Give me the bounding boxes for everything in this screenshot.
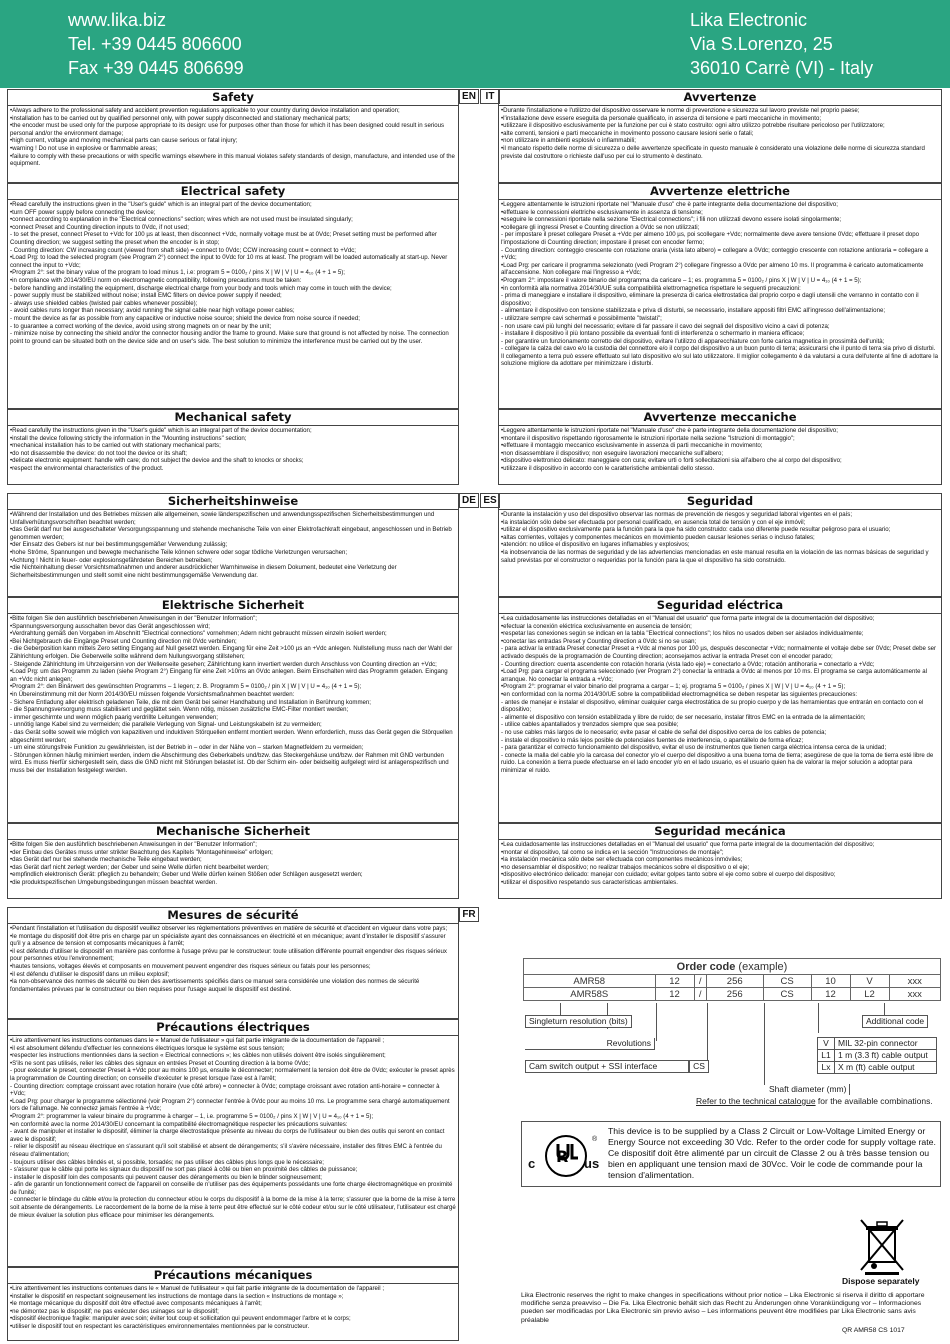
bullet-item: - mount the device as far as possible from any capacitive or inductive noise source; shield the device from noise source if needed;	[10, 314, 360, 322]
bullet-item: •turn OFF power supply before connecting the device;	[10, 208, 156, 216]
section-title: Seguridad mecánica	[499, 824, 941, 840]
bullet-item: •Bei Nichtgebrauch die Eingänge Preset und Counting direction mit 0Vdc verbinden;	[10, 637, 237, 645]
order-cell: 12	[811, 988, 850, 1001]
bullet-item: •Load Prg: um das Programm zu laden (siehe Program 2°) Eingang für eine Zeit >10ms an 0Vdc anlegen. Beim Einschalten wird das Programm geladen. Eingang an +Vdc nicht anlegen;	[10, 668, 448, 683]
section-title: Seguridad	[499, 494, 941, 510]
bullet-item: - no use cables más largos de lo necesario; evite pasar el cable de señal del dispositivo cerca de los cables de potencia;	[501, 728, 827, 736]
section-title: Précautions mécaniques	[8, 1268, 458, 1284]
bullet-item: - Counting direction: CW increasing count (viewed from shaft side) = connect to 0Vdc; CCW increasing count = connect to +Vdc;	[10, 246, 356, 254]
bullet-item: •connect according to explanation in the "Electrical connections" section; wires which are not used must be insulated singularly;	[10, 216, 353, 224]
bullet-item: •die produktspezifischen Umgebungsbedingungen müssen beachtet werden.	[10, 878, 218, 886]
bullet-item: •utilizzare il dispositivo in accordo con le caratteristiche ambientali dello stesso.	[501, 464, 715, 472]
bullet-item: - minimize noise by connecting the shield and/or the connector housing and/or the frame to ground. Make sure that ground is not affected by noise. The connection point to ground can be situated both on the device side and on user's side. The best solution to minimize the interference must be carried out by the user.	[10, 330, 449, 345]
order-cell: 12	[655, 975, 694, 988]
connector-line	[884, 1003, 885, 1015]
bullet-item: •Load Prg: per caricare il programma selezionato (vedi Program 2°) collegare l'ingresso a 0Vdc per almeno 10 ms. Il programma è caricato automaticamente all'accensione. Non collegare mai l'ingresso a +Vdc;	[501, 261, 924, 277]
bullet-item: - Sichere Entladung aller elektrisch geladenen Teile, die mit dem Gerät bei seiner Handhabung und Installation in Berührung kommen;	[10, 698, 371, 706]
section-title: Mechanical safety	[8, 410, 458, 426]
bullet-item: •S'ils ne sont pas utilisés, relier les câbles des signaux en entrées Preset et Counting direction à la borne 0Vdc;	[10, 1059, 311, 1067]
section-title: Sicherheitshinweise	[8, 494, 458, 510]
lang-tag-de: DE	[459, 493, 479, 508]
singleturn-label: Singleturn resolution (bits)	[525, 1015, 632, 1028]
bullet-item: •delicate electronic equipment: handle with care; do not subject the device and the shaft to knocks or shocks;	[10, 457, 304, 465]
es-mechanical-section	[498, 823, 942, 899]
bullet-item: •respect the environmental characteristics of the product.	[10, 464, 164, 472]
bullet-item: - Steigende Zählrichtung im Uhrzeigersinn von der Wellenseite gesehen; Zählrichtung kann invertiert werden durch Anschluss von Counting direction an +Vdc;	[10, 660, 437, 668]
bullet-item: - Counting direction: cuenta ascendente con rotación horaria (vista lado eje) = conectarlo a 0Vdc; rotación antihoraria = conectarlo a +Vdc;	[501, 660, 875, 668]
bullet-item: •dispositif électronique fragile: manipuler avec soin; éviter tout coup et sollicitation qui peuvent endommager l'arbre et le corps;	[10, 1315, 351, 1323]
bullet-item: - conecte la malla del cable y/o la carcasa del conector y/o el cuerpo del dispositivo a una buena toma de tierra; asegúrese de que la toma de tierra esté libre de ruido. La conexión a tierra puede efectuarse en el lado encoder y/o en el lado usuario, es el usuario quien ha de valorar la mejor solución a adoptar para minimizar el ruido.	[501, 751, 934, 774]
section-body	[499, 510, 941, 565]
bullet-item: •Load Prg: pour charger le programme sélectionné (voir Program 2°) connecter l'entrée à 0Vdc pour au moins 10 ms. Le programme sera chargé automatiquement lors de l'allumage. Ne connectez jamais l'entrée à +Vdc;	[10, 1097, 450, 1113]
refer-note	[696, 1096, 933, 1106]
order-code-title	[524, 959, 941, 975]
connection-code: V	[817, 1037, 835, 1050]
bullet-item: - alimentare il dispositivo con tensione stabilizzata e priva di disturbi, se necessario, installare appositi filtri EMC all'ingresso dell'alimentazione;	[501, 307, 886, 315]
bullet-item: •Lire attentivement les instructions contenues dans le « Manuel de l'utilisateur » qui fait partie intégrante de la documentation de l'appareil ;	[10, 1285, 385, 1292]
section-body	[8, 426, 458, 474]
connection-option	[817, 1050, 937, 1062]
bullet-item: •Program 2°: impostare il valore binario del programma da caricare – 1; es. programma 5 = 0100₂ / pins X | W | V | U = 4₁₀ (4 + 1 = 5);	[501, 276, 862, 284]
bullet-item: - afin de garantir un fonctionnement correct de l'appareil on conseille de n'utiliser pas des équipements possédants une forte charge électromagnétique en proximité de l'unité;	[10, 1181, 453, 1196]
ul-us-mark: us	[584, 1156, 600, 1171]
connection-code: L1	[817, 1050, 835, 1062]
order-title-text: Order code	[676, 960, 736, 973]
bullet-item: •das Gerät darf nur bei ausgeschalteter Versorgungsspannung und stehende mechanische Teile von einer Elektrofachkraft eingebaut, angeschlossen und in Betrieb genommen werden;	[10, 526, 452, 541]
bullet-item: - para garantizar el correcto funcionamiento del dispositivo, evitar el uso de instrumentos que tienen carga eléctrica intensa cerca de la unidad;	[501, 744, 887, 752]
section-title: Mechanische Sicherheit	[8, 824, 458, 840]
bullet-item: •respetar las conexiones según se indican en la tabla "Electrical connections"; los hilos no usados deben ser aislados individualmente;	[501, 630, 864, 638]
section-body	[8, 840, 458, 888]
bullet-item: •collegare gli ingressi Preset e Counting direction a 0Vdc se non utilizzati;	[501, 223, 700, 231]
footer-disclaimer: Lika Electronic reserves the right to make changes in specifications without prior notice – Lika Electronic si riserva il diritto di apportare modifiche senza preavviso – Die Fa. Lika Electronic behält sich das Recht zu Änderungen ohne Vorankündigung vor – Informaciones pueden ser modificadas por Lika Electronic sin previo aviso – Les informations peuvent être modifiées par Lika Electronic sans avis préalable	[521, 1292, 925, 1324]
bullet-item: •Load Prg: para cargar el programa seleccionado (ver Program 2°) conectar la entrada a 0Vdc al menos por 10 ms. El programa se carga automáticamente al arranque. No conectar la entrada a +Vdc;	[501, 668, 927, 683]
it-electrical-section	[498, 183, 942, 409]
bullet-item: - um eine störungsfreie Funktion zu gewährleisten, ist der Betrieb in – oder in der Nähe von – starken Magnetfeldern zu vermeiden;	[10, 744, 364, 752]
bullet-item: •no desensamblar el dispositivo; no realizar trabajos mecánicos sobre el dispositivo o el eje;	[501, 863, 750, 871]
bullet-item: •der Einsatz des Gebers ist nur bei bestimmungsgemäßer Verwendung zulässig;	[10, 541, 228, 549]
bullet-item: •Lea cuidadosamente las instrucciones detalladas en el "Manual del usuario" que forma parte integral de la documentación del dispositivo;	[501, 615, 875, 622]
svg-text:R: R	[556, 1147, 569, 1166]
connection-text: X m (ft) cable output	[835, 1062, 937, 1074]
bullet-item: - alimente el dispositivo con tensión estabilizada y libre de ruido; de ser necesario, instalar filtros EMC en la entrada de la alimentación;	[501, 713, 866, 721]
bullet-item: •warning ! Do not use in explosive or flammable areas;	[10, 144, 158, 152]
bullet-item: •Program 2°: programar el valor binario del programa a cargar – 1; ej. programa 5 = 0100₂ / pines X | W | V | U = 4₁₀ (4 + 1 = 5);	[501, 683, 846, 691]
bullet-item: - relier le dispositif au réseau électrique en s'assurant qu'il soit stabilisé et absent de dérangements; s'il s'avère nécessaire, installer des filtres EMC à l'entrée du réseau d'alimentation;	[10, 1143, 442, 1158]
ul-registered-mark: ®	[592, 1136, 598, 1143]
section-body	[8, 510, 458, 580]
order-title-suffix: (example)	[738, 960, 788, 973]
bullet-item: - installare il dispositivo il più lontano possibile da eventuali fonti di interferenza o schermarlo in maniera efficace;	[501, 330, 805, 338]
bullet-item: •in Übereinstimmung mit der Norm 2014/30/EU müssen folgende Vorsichtsmaßnahmen beachtet werden:	[10, 690, 295, 698]
order-cell: 10	[811, 975, 850, 988]
bullet-item: - to set the preset, connect Preset to +Vdc for 100 µs at least, then disconnect +Vdc, normally voltage must be at 0Vdc; Preset setting must be performed after Counting direction; we suggest setting the preset when the encoder is in stop;	[10, 231, 437, 246]
bullet-item: - immer geschirmte und wenn möglich paarig verdrillte Leitungen verwenden;	[10, 713, 218, 721]
bullet-item: •die Nichteinhaltung dieser Vorsichtsmaßnahmen und anderer ausdrücklicher Warnhinweise in diesem Dokument, bedeutet eine Verletzung der Sicherheitsbestimmungen und stellt somit eine nicht bestimmungsgemäße Verwendung dar.	[10, 564, 397, 579]
bullet-item: •Achtung ! Nicht in feuer- oder explosionsgefährdeten Bereichen betreiben;	[10, 556, 213, 564]
bullet-item: •en conformité avec la norme 2014/30/EU concernant la compatibilité électromagnétique respecter les précautions suivantes:	[10, 1120, 348, 1128]
weee-bin-icon	[857, 1216, 907, 1276]
certification-text: This device is to be supplied by a Class 2 Circuit or Low-Voltage Limited Energy or Energy Source not exceeding 30 Vdc. Refer to the order code for supply voltage rate. Ce dispositif doit être alimenté par un circuit de Classe 2 ou à très basse tension ou bien en appliquant une tension maxi de 30Vcc. Voir le code de commande pour la tension d'alimentation.	[608, 1126, 936, 1180]
order-cell: 256	[706, 988, 763, 1001]
section-body	[8, 1284, 458, 1332]
contact-block	[68, 8, 244, 80]
es-electrical-section	[498, 597, 942, 823]
section-title: Avvertenze meccaniche	[499, 410, 941, 426]
bullet-item: •connect Preset and Counting direction inputs to 0Vdc, if not used;	[10, 223, 189, 231]
order-cell: 256	[706, 975, 763, 988]
ul-certification-box	[521, 1121, 941, 1187]
bullet-item: - utilizzare sempre cavi schermati e possibilmente "twistati";	[501, 314, 662, 322]
lang-tag-es: ES	[480, 493, 500, 508]
connection-text: 1 m (3.3 ft) cable output	[835, 1050, 937, 1062]
bullet-item: •Program 2°: programmer la valeur binaire du programme à charger – 1, i.e. programme 5 = 0100₂ / pins X | W | V | U = 4₁₀ (4 + 1 = 5);	[10, 1112, 374, 1120]
bullet-item: - para activar la entrada Preset conectar Preset a +Vdc al menos por 100 µs, después desconectar +Vdc; normalmente el voltaje debe ser 0Vdc; Preset debe ser activado después de la programación de Counting direction; aconsejamos activar la entrada Preset con el encoder parado;	[501, 645, 937, 660]
bullet-item: •do not disassemble the device: do not tool the device or its shaft;	[10, 449, 187, 457]
bullet-item: •en conformidad con la norma 2014/30/UE sobre la compatibilidad electromagnética se deben respetar las siguientes precauciones:	[501, 690, 858, 698]
cam-switch-label: Cam switch output + SSI interface	[525, 1060, 689, 1073]
company-name: Lika Electronic	[690, 10, 808, 30]
section-body	[8, 200, 458, 346]
bullet-item: •effettuare il montaggio meccanico esclusivamente in assenza di parti meccaniche in movimento;	[501, 442, 763, 450]
document-code: QR AMR58 CS 1017	[842, 1327, 905, 1334]
connection-code: Lx	[817, 1062, 835, 1074]
bullet-item: •Bitte folgen Sie den ausführlich beschriebenen Anweisungen in der "Benutzer Information";	[10, 841, 257, 848]
section-body	[8, 614, 458, 775]
order-cell: L2	[850, 988, 889, 1001]
lang-tag-fr: FR	[459, 907, 479, 922]
order-code-table	[523, 958, 941, 1001]
section-body	[499, 614, 941, 775]
order-cell: 12	[655, 988, 694, 1001]
bullet-item: - die Spannungsversorgung muss stabilisiert und geglättet sein. Wenn nötig, müssen zusätzliche EMC-Filter montiert werden;	[10, 706, 349, 714]
bullet-item: •il est absolument défendu d'effectuer les connexions électriques lorsque le système est sous tension;	[10, 1044, 285, 1052]
connector-line	[560, 1003, 561, 1015]
bullet-item: •in compliance with 2014/30/EU norm on electromagnetic compatibility, following precautions must be taken:	[10, 276, 302, 284]
header-bar	[0, 0, 950, 88]
bullet-item: •installation has to be carried out by qualified personnel only, with power supply disconnected and stationary mechanical parts;	[10, 114, 351, 122]
bullet-item: •la inobservancia de las normas de seguridad y de las advertencias mencionadas en este manual resulta en la violación de las normas básicas de seguridad y salud previstas por el constructor o requeridas por la función para la que el dispositivo ha sido construido.	[501, 548, 929, 564]
bullet-item: •la instalación mecánica sólo debe ser efectuada con componentes mecánicos inmóviles;	[501, 856, 743, 864]
ul-c-mark: c	[528, 1156, 536, 1171]
bullet-item: •Program 2°: set the binary value of the program to load minus 1, i.e: program 5 = 0100₂ / pins X | W | V | U = 4₁₀ (4 + 1 = 5);	[10, 269, 345, 277]
dispose-label: Dispose separately	[842, 1276, 920, 1286]
bullet-item: •in conformità alla normativa 2014/30/UE sulla compatibilità elettromagnetica rispettare le seguenti precauzioni:	[501, 284, 801, 292]
order-cell: V	[850, 975, 889, 988]
de-safety-section	[7, 493, 459, 597]
bullet-item: - collegare la calza del cavo e/o la custodia del connettore e/o il corpo del dispositivo a un buon punto di terra; assicurarsi che il punto di terra sia privo di disturbi. Il collegamento a terra può essere effettuato sul lato dispositivo e/o sul lato utilizzatore. Il miglior collegamento è da valutarsi a cura dell'utente al fine di adottare la soluzione migliore da adottare per minimizzare i disturbi.	[501, 345, 939, 368]
bullet-item: - toujours utiliser des câbles blindés et, si possible, torsadés; ne pas utiliser des câbles plus longs que le nécessaire;	[10, 1158, 324, 1166]
section-title: Elektrische Sicherheit	[8, 598, 458, 614]
bullet-item: - instale el dispositivo lo más lejos posible de potenciales fuentes de interferencia, o apantállelo de forma eficaz;	[501, 736, 804, 744]
bullet-item: •Spannungsversorgung ausschalten bevor das Gerät angeschlossen wird;	[10, 622, 210, 630]
revolutions-label: Revolutions	[525, 1038, 655, 1050]
connector-line	[707, 1003, 708, 1061]
order-cell: /	[694, 975, 706, 988]
bullet-item: •Lire attentivement les instructions contenues dans le « Manuel de l'utilisateur » qui fait partie intégrante de la documentation de l'appareil ;	[10, 1037, 385, 1044]
bullet-item: - antes de manejar e instalar el dispositivo, eliminar cualquier carga electrostática de su propio cuerpo y de las herramientas que entrarán en contacto con el dispositivo;	[501, 698, 924, 714]
order-cell: /	[694, 988, 706, 1001]
section-title: Electrical safety	[8, 184, 458, 200]
bullet-item: - avoid cables runs longer than necessary; avoid running the signal cable near high voltage power cables;	[10, 307, 295, 315]
en-electrical-section	[7, 183, 459, 409]
order-row	[524, 975, 941, 988]
bullet-item: •Read carefully the instructions given in the "User's guide" which is an integral part of the device documentation;	[10, 427, 312, 434]
bullet-item: - Counting direction: conteggio crescente con rotazione oraria (vista lato albero) = collegare a 0Vdc; conteggio crescente con rotazione antioraria = collegare a +Vdc;	[501, 246, 929, 262]
bullet-item: •the encoder must be used only for the purpose appropriate to its design: use for purposes other than those for which it has been designed could result in serious personal and/or the environment damage;	[10, 122, 445, 137]
bullet-item: •der Einbau des Gerätes muss unter strikter Beachtung des Kapitels "Montagehinweise" erfolgen;	[10, 848, 273, 856]
connection-option	[817, 1062, 937, 1074]
order-cell: xxx	[889, 975, 940, 988]
additional-code-label: Additional code	[862, 1015, 928, 1028]
bullet-item: •Always adhere to the professional safety and accident prevention regulations applicable to your country during device installation and operation;	[10, 107, 400, 114]
it-mechanical-section	[498, 409, 942, 485]
bullet-item: •hohe Ströme, Spannungen und bewegte mechanische Teile können schwere oder sogar tödliche Verletzungen verursachen;	[10, 548, 348, 556]
bullet-item: - die Geberposition kann mittels Zero setting Eingang auf Null gesetzt werden. Eingang für eine Zeit >100 µs an +Vdc anlegen. Nullstellung muss nach der Wahl der Zählrichtung erfolgen. Die Geberwelle sollte während dem Nullungsvorgang stillstehen;	[10, 645, 453, 660]
section-body	[499, 200, 941, 369]
fr-mechanical-section	[7, 1267, 459, 1341]
bullet-item: •ne démontez pas le dispositif; ne pas exécuter des usinages sur le dispositif;	[10, 1307, 219, 1315]
bullet-item: •failure to comply with these precautions or with specific warnings elsewhere in this manual violates safety standards of design, manufacture, and intended use of the equipment.	[10, 152, 455, 168]
bullet-item: •montar el dispositivo, tal como se indica en la sección "Instrucciones de montaje";	[501, 848, 724, 856]
city-text: 36010 Carrè (VI) - Italy	[690, 58, 874, 78]
bullet-item: •installer le dispositif en respectant soigneusement les instructions de montage dans la section « Instructions de montage »;	[10, 1292, 344, 1300]
bullet-item: •Lea cuidadosamente las instrucciones detalladas en el "Manual del usuario" que forma parte integral de la documentación del dispositivo;	[501, 841, 875, 848]
bullet-item: - power supply must be stabilized without noise; install EMC filters on device power supply if needed;	[10, 292, 282, 300]
bullet-item: •Durante la instalación y uso del dispositivo observar las normas de prevención de riesgos y seguridad laboral vigentes en el país;	[501, 511, 853, 518]
section-body	[499, 840, 941, 888]
bullet-item: •das Gerät darf nur bei stehende mechanische Teile eingebaut werden;	[10, 856, 202, 864]
bullet-item: •il mancato rispetto delle norme di sicurezza o delle avvertenze specificate in questo manuale è considerato una violazione delle norme di sicurezza standard previste dal costruttore o richieste dall'uso per cui lo strumento è destinato.	[501, 144, 925, 160]
bullet-item: - always use shielded cables (twisted pair cables whenever possible);	[10, 299, 198, 307]
bullet-item: •conectar las entradas Preset y Counting direction a 0Vdc si no se usan;	[501, 637, 697, 645]
bullet-item: - utilice cables apantallados y trenzados siempre que sea posible;	[501, 721, 679, 729]
address-block	[690, 8, 873, 80]
bullet-item: •install the device following strictly the information in the "Mounting instructions" section;	[10, 434, 247, 442]
bullet-item: - Störungen können häufig minimiert werden, indem die Abschirmung des Geberkabels und/bzw. das Steckergehäuse und/bzw. der Rahmen mit GND verbunden wird. Es muss hierfür sichergestellt sein, dass die GND nicht mit Störungen belastet ist. Ob der Schirm ein- oder beidseitig aufgelegt wird ist anlagenspezifisch und muss bei der Installation festgelegt werden.	[10, 751, 449, 774]
section-body	[8, 106, 458, 169]
connector-line	[818, 1003, 819, 1033]
de-electrical-section	[7, 597, 459, 823]
bullet-item: •montare il dispositivo rispettando rigorosamente le istruzioni riportate nella sezione "Istruzioni di montaggio";	[501, 434, 795, 442]
refer-rest: for the available combinations.	[815, 1096, 933, 1106]
street-text: Via S.Lorenzo, 25	[690, 34, 833, 54]
bullet-item: •Leggere attentamente le istruzioni riportate nel "Manuale d'uso" che è parte integrante della documentazione del dispositivo;	[501, 201, 838, 208]
bullet-item: - Counting direction: comptage croissant avec rotation horaire (vue côté arbre) = connecter à 0Vdc; comptage croissant avec rotation anti-horaire = connecter à +Vdc;	[10, 1082, 440, 1098]
it-safety-section	[498, 89, 942, 183]
order-cell: CS	[763, 975, 811, 988]
website-text[interactable]: www.lika.biz	[68, 10, 167, 30]
bullet-item: •dispositivo electrónico delicado: manejar con cuidado; evitar golpes tanto sobre el eje como sobre el cuerpo del dispositivo;	[501, 871, 836, 879]
order-cell: xxx	[889, 988, 940, 1001]
bullet-item: •efectuar la conexión eléctrica exclusivamente en ausencia de tensión;	[501, 622, 692, 630]
order-cell: AMR58	[524, 975, 656, 988]
bullet-item: •Während der Installation und des Betriebes müssen alle allgemeinen, sowie länderspezifischen und anwendungsspezifischen Sicherheitsbestimmungen und Unfallverhütungsvorschriften beachtet werden;	[10, 511, 435, 526]
bullet-item: •Verdrahtung gemäß den Vorgaben im Abschnitt "Electrical connections" vornehmen; Adern nicht gebraucht müssen einzeln isoliert werden;	[10, 630, 387, 638]
bullet-item: •Load Prg: to load the selected program (see Program 2°) connect the input to 0Vdc for 10 ms at least. The program will be loaded automatically at start-up. Never connect the input to +Vdc;	[10, 254, 448, 269]
bullet-item: •empfindlich elektronisch Gerät: pfleglich zu behandeln; Geber und Welle dürfen keinen Stößen oder Schlägen ausgesetzt werden;	[10, 871, 363, 879]
bullet-item: •la non-observance des normes de sécurité ou bien des avertissements spécifiés dans ce manuel sera considérée une violation des normes de sécurité fondamentales prévues par le constructeur ou bien requises pour l'usage auquel le dispositif est destiné.	[10, 978, 420, 993]
bullet-item: •la instalación sólo debe ser efectuada por personal cualificado, en ausencia total de tensión y con el eje inmóvil;	[501, 518, 806, 526]
bullet-item: - before handling and installing the equipment, discharge electrical charge from your body and tools which may come in touch with the device;	[10, 284, 392, 292]
bullet-item: •high current, voltage and moving mechanical parts can cause serious or fatal injury;	[10, 137, 238, 145]
section-title: Mesures de sécurité	[8, 908, 458, 924]
order-cell: CS	[763, 988, 811, 1001]
technical-catalogue-link[interactable]: Refer to the technical catalogue	[696, 1096, 816, 1106]
bullet-item: •dispositivo elettronico delicato: maneggiare con cura; evitare urti o forti sollecitazioni sia all'albero che al corpo del dispositivo;	[501, 457, 842, 465]
bullet-item: •l'installazione deve essere eseguita da personale qualificato, in assenza di tensione e parti meccaniche in movimento;	[501, 114, 822, 122]
fr-safety-section	[7, 907, 459, 1019]
bullet-item: •effettuare le connessioni elettriche esclusivamente in assenza di tensione;	[501, 208, 703, 216]
order-row	[524, 988, 941, 1001]
bullet-item: •atención: no utilice el dispositivo en lugares inflamables y explosivos;	[501, 541, 690, 549]
de-mechanical-section	[7, 823, 459, 899]
bullet-item: •hautes tensions, voltages élevés et composants en mouvement peuvent engendrer des risques sérieux ou fatals pour les personnes;	[10, 962, 371, 970]
bullet-item: - unnötig lange Kabel sind zu vermeiden; die parallele Verlegung von Signal- und Leistungskabeln ist zu vermeiden;	[10, 721, 322, 729]
bullet-item: - installer le dispositif loin des composants qui peuvent causer des dérangements ou bien le blinder soigneusement;	[10, 1173, 322, 1181]
lang-tag-en: EN	[459, 89, 479, 104]
section-body	[8, 1036, 458, 1220]
section-title: Seguridad eléctrica	[499, 598, 941, 614]
bullet-item: •Program 2°: den Binärwert des gewünschten Programms – 1 legen; z. B. Programm 5 = 0100₂ / pin X | W | V | U = 4₁₀ (4 + 1 = 5);	[10, 683, 362, 691]
bullet-item: •utilizar el dispositivo exclusivamente para la función para la que ha sido construido: cada uso diferente puede resultar peligroso para el usuario;	[501, 526, 891, 534]
bullet-item: •le montage mécanique du dispositif doit être effectué avec composants mécaniques à l'arrêt;	[10, 1300, 262, 1308]
bullet-item: - to guarantee a correct working of the device, avoid using strong magnets on or near by the unit;	[10, 322, 272, 330]
connector-line	[656, 1003, 657, 1041]
section-body	[499, 426, 941, 474]
bullet-item: •utilizzare il dispositivo esclusivamente per la funzione per cui è stato costruito: ogni altro utilizzo potrebbe risultare pericoloso per l'utilizzatore;	[501, 122, 885, 130]
shaft-diameter-label: Shaft diameter (mm)	[766, 1084, 850, 1095]
order-code-block	[523, 958, 941, 1001]
bullet-item: - pour exécuter le preset, connecter Preset à +Vdc pour au moins 100 µs, ensuite le déconnecter; normalement la tension doit être de 0Vdc; exécuter le preset après la programmation de Counting direction; on conseille d'exécuter le preset lorsque l'axe est à l'arrêt;	[10, 1067, 455, 1082]
connector-line	[764, 1003, 765, 1085]
bullet-item: •Durante l'installazione e l'utilizzo del dispositivo osservare le norme di prevenzione e sicurezza sul lavoro previste nel proprio paese;	[501, 107, 860, 114]
section-title: Avvertenze	[499, 90, 941, 106]
section-body	[8, 924, 458, 994]
fax-text: Fax +39 0445 806699	[68, 58, 244, 78]
bullet-item: - per garantire un funzionamento corretto del dispositivo, evitare l'utilizzo di apparecchiature con forte carica magnetica in prossimità dell'unità;	[501, 337, 885, 345]
fr-electrical-section	[7, 1019, 459, 1267]
en-mechanical-section	[7, 409, 459, 485]
bullet-item: •utiliser le dispositif tout en respectant les caractéristiques environnementales mentionnées par le constructeur.	[10, 1322, 310, 1330]
section-title: Précautions électriques	[8, 1020, 458, 1036]
connection-text: MIL 32-pin connector	[835, 1037, 937, 1050]
bullet-item: •il est défendu d'utiliser le dispositif en manière pas conforme à l'usage prévu par le constructeur: toute utilisation différente pourrait engendrer des risques sérieux pour personnes et/ou l'environnement;	[10, 947, 447, 963]
en-safety-section	[7, 89, 459, 183]
bullet-item: •non utilizzare in ambienti esplosivi o infiammabili;	[501, 137, 636, 145]
bullet-item: - prima di maneggiare e installare il dispositivo, eliminare la presenza di carica elettrostatica dal proprio corpo e dagli utensili che verranno in contatto con il dispositivo;	[501, 292, 919, 307]
bullet-item: •le montage du dispositif doit être pris en charge par un spécialiste ayant des connaissances en électricité et en mécanique; avant d'installer le dispositif s'assurer qu'il y a absence de tension et composants mécaniques à l'arrêt;	[10, 932, 446, 948]
connection-options	[817, 1037, 937, 1074]
bullet-item: •Read carefully the instructions given in the "User's guide" which is an integral part of the device documentation;	[10, 201, 312, 208]
bullet-item: - das Gerät sollte soweit wie möglich von kapazitiven und induktiven Störquellen entfernt montiert werden. Wenn erforderlich, muss das Gerät gegen die Störquellen abgeschirmt werden;	[10, 728, 453, 744]
bullet-item: •Leggere attentamente le istruzioni riportate nel "Manuale d'uso" che è parte integrante della documentazione del dispositivo;	[501, 427, 838, 434]
bullet-item: •altas corrientes, voltajes y componentes mecánicos en movimiento pueden causar lesiones serias o incluso fatales;	[501, 533, 815, 541]
bullet-item: •utilizar el dispositivo respetando sus características ambientales.	[501, 878, 678, 886]
bullet-item: - non usare cavi più lunghi del necessario; evitare di far passare il cavo dei segnali del dispositivo vicino a cavi di potenza;	[501, 322, 830, 330]
es-safety-section	[498, 493, 942, 597]
bullet-item: - connecter le blindage du câble et/ou la protection du connecteur et/ou le corps du dispositif à la borne de la mise à la terre; s'assurer que la borne de la mise à terre soit absente de dérangements. Le raccordement de la borne de la mise à terre peut être effectué sur le côté codeur et/ou sur le côté utilisateur, l'utilisateur est chargé de mieux évaluer la solution plus efficace pour minimiser les dérangements.	[10, 1196, 456, 1219]
bullet-item: •respecter les instructions mentionnées dans la section « Electrical connections »; les câbles non utilisés doivent être isolés singulièrement;	[10, 1052, 386, 1060]
section-title: Avvertenze elettriche	[499, 184, 941, 200]
section-body	[499, 106, 941, 161]
bullet-item: •eseguire le connessioni riportate nella sezione "Electrical connections"; i fili non utilizzati devono essere isolati singolarmente;	[501, 216, 842, 224]
order-cell: AMR58S	[524, 988, 656, 1001]
lang-tag-it: IT	[480, 89, 500, 104]
bullet-item: - per impostare il preset collegare Preset a +Vdc per almeno 100 µs, poi scollegare +Vdc; normalmente deve avere tensione 0Vdc; effettuare il preset dopo l'impostazione di Counting direction; impostare il preset con encoder fermo;	[501, 231, 920, 246]
bullet-item: •alte correnti, tensioni e parti meccaniche in movimento possono causare lesioni serie o fatali;	[501, 129, 754, 137]
section-title: Safety	[8, 90, 458, 106]
bullet-item: •Bitte folgen Sie den ausführlich beschriebenen Anweisungen in der "Benutzer Information";	[10, 615, 257, 622]
bullet-item: •il est défendu d'utiliser le dispositif dans un milieu explosif;	[10, 970, 170, 978]
tel-text: Tel. +39 0445 806600	[68, 34, 242, 54]
bullet-item: - avant de manipuler et installer le dispositif, éliminer la charge électrostatique présente au niveau du corps de l'utilisateur ou bien des outils qui seront en contact avec le dispositif;	[10, 1128, 445, 1143]
bullet-item: - s'assurer que le câble qui porte les signaux du dispositif ne sort pas placé à côté ou bien en proximité des câbles de puissance;	[10, 1166, 358, 1174]
bullet-item: •Pendant l'installation et l'utilisation du dispositif veuillez observer les réglementations préventives en matière de sécurité et d'accident en vigueur dans votre pays;	[10, 925, 448, 932]
bullet-item: •mechanical installation has to be carried out with stationary mechanical parts;	[10, 442, 221, 450]
cam-code: CS	[689, 1060, 709, 1073]
bullet-item: •non disassemblare il dispositivo; non eseguire lavorazioni meccaniche sull'albero;	[501, 449, 724, 457]
bullet-item: •das Gerät darf nicht zerlegt werden; der Geber und seine Welle dürfen nicht bearbeitet werden;	[10, 863, 269, 871]
connection-option	[817, 1037, 937, 1050]
